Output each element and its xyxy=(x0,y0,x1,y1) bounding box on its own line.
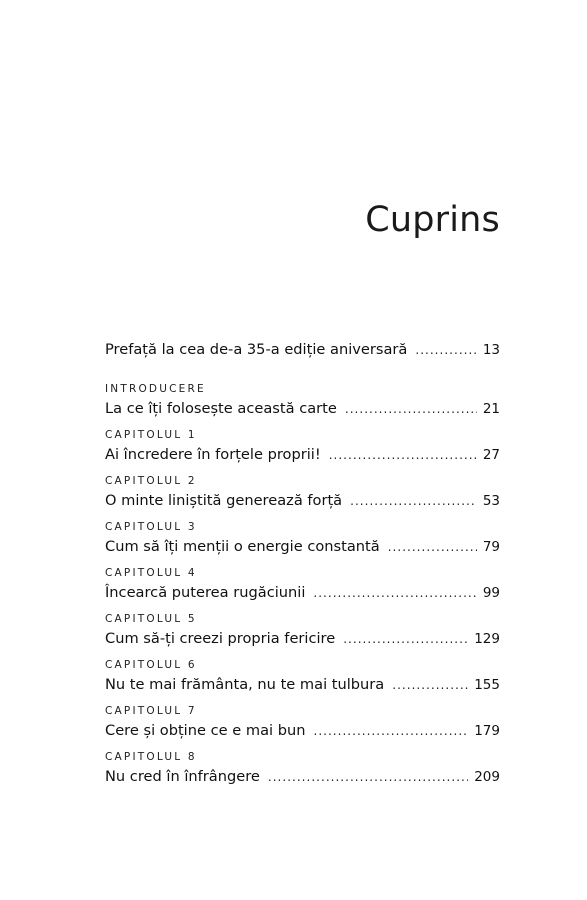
toc-entry-label: CAPITOLUL 7 xyxy=(105,705,197,717)
toc-entry-chapter-8 xyxy=(105,751,500,797)
toc-page-number: 209 xyxy=(474,769,500,785)
toc-page-number: 13 xyxy=(482,342,500,358)
toc-entry-chapter-1 xyxy=(105,429,500,475)
toc-entry-title: Încearcă puterea rugăciunii xyxy=(105,584,306,601)
table-of-contents xyxy=(105,339,500,797)
dot-leader xyxy=(313,583,476,604)
toc-entry-chapter-2 xyxy=(105,475,500,521)
toc-page-number: 155 xyxy=(474,677,500,693)
page-title: Cuprins xyxy=(365,200,500,240)
toc-page-number: 79 xyxy=(482,539,500,555)
toc-page-number: 129 xyxy=(474,631,500,647)
toc-entry-title: Prefață la cea de-a 35-a ediție aniversară xyxy=(105,341,408,358)
toc-entry-label: CAPITOLUL 4 xyxy=(105,567,197,579)
toc-entry-chapter-3 xyxy=(105,521,500,567)
dot-leader xyxy=(329,445,477,466)
toc-page-number: 27 xyxy=(482,447,500,463)
toc-entry-introduction xyxy=(105,383,500,429)
toc-entry-title: Cum să-ți creezi propria fericire xyxy=(105,630,336,647)
toc-entry-chapter-7 xyxy=(105,705,500,751)
dot-leader xyxy=(415,340,476,361)
toc-entry-chapter-6 xyxy=(105,659,500,705)
toc-entry-title: Cum să îți menții o energie constantă xyxy=(105,538,380,555)
toc-entry-chapter-5 xyxy=(105,613,500,659)
dot-leader xyxy=(345,399,477,420)
toc-entry-label: CAPITOLUL 8 xyxy=(105,751,197,763)
toc-entry-label: CAPITOLUL 2 xyxy=(105,475,197,487)
toc-entry-title: O minte liniștită generează forță xyxy=(105,492,343,509)
toc-page-number: 21 xyxy=(482,401,500,417)
dot-leader xyxy=(350,491,477,512)
toc-entry-label: CAPITOLUL 5 xyxy=(105,613,197,625)
toc-entry-title: Ai încredere în forțele proprii! xyxy=(105,446,321,463)
toc-entry-preface xyxy=(105,339,500,379)
toc-entry-label: INTRODUCERE xyxy=(105,383,206,395)
toc-entry-chapter-4 xyxy=(105,567,500,613)
toc-entry-label: CAPITOLUL 6 xyxy=(105,659,197,671)
toc-entry-title: Cere și obține ce e mai bun xyxy=(105,722,306,739)
toc-page-number: 179 xyxy=(474,723,500,739)
toc-page-number: 53 xyxy=(482,493,500,509)
toc-entry-title: La ce îți folosește această carte xyxy=(105,400,337,417)
dot-leader xyxy=(392,675,468,696)
dot-leader xyxy=(343,629,468,650)
dot-leader xyxy=(388,537,477,558)
toc-entry-label: CAPITOLUL 1 xyxy=(105,429,197,441)
dot-leader xyxy=(313,721,468,742)
toc-page-number: 99 xyxy=(482,585,500,601)
dot-leader xyxy=(268,767,468,788)
toc-entry-title: Nu te mai frământa, nu te mai tulbura xyxy=(105,676,385,693)
toc-entry-title: Nu cred în înfrângere xyxy=(105,768,260,785)
toc-entry-label: CAPITOLUL 3 xyxy=(105,521,197,533)
